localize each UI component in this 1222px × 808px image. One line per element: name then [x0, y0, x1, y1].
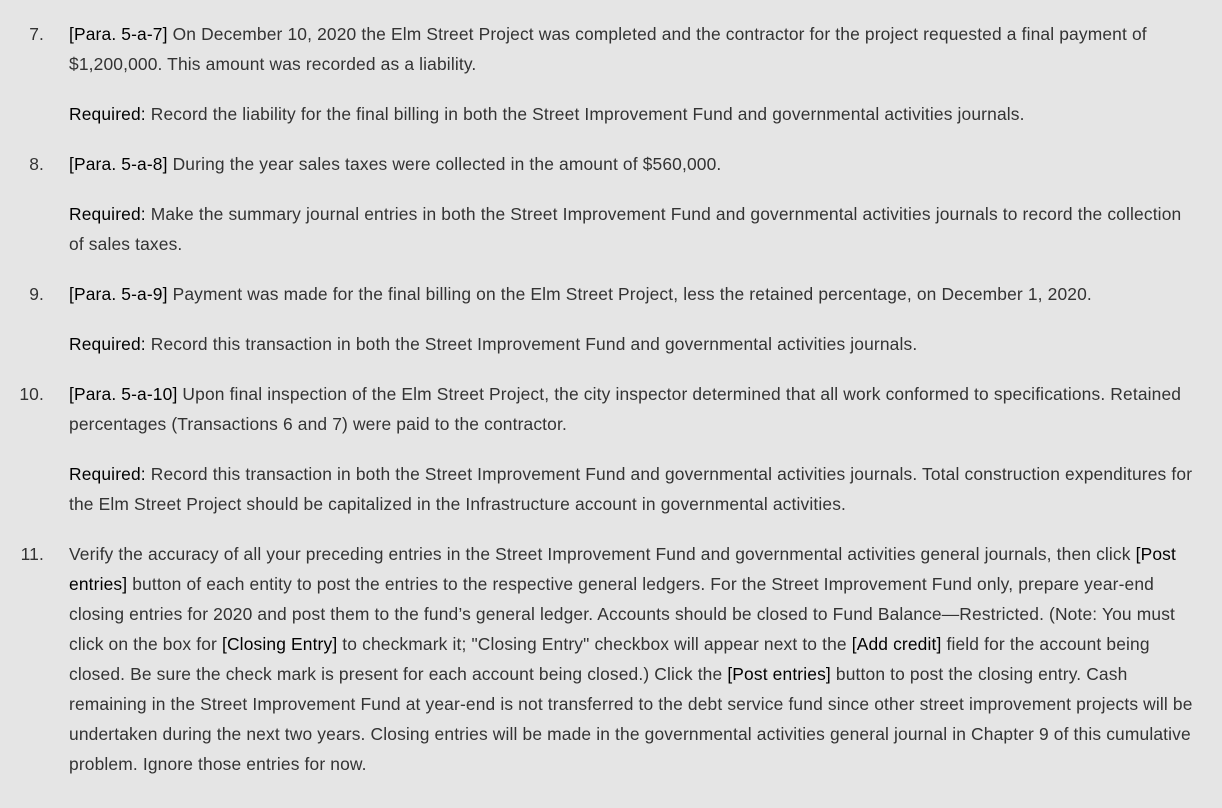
list-item-10 [0, 379, 1222, 519]
required-label: Required: [69, 104, 146, 124]
item-statement [69, 379, 1200, 439]
item-number: 9. [29, 284, 44, 304]
item-number: 7. [29, 24, 44, 44]
item-number: 11. [20, 544, 44, 564]
required-text: Make the summary journal entries in both the Street Improvement Fund and governmental activities journals to record the collection of sales taxes. [69, 204, 1182, 254]
para-reference: [Para. 5-a-7] [69, 24, 168, 44]
item-text: button of each entity to post the entries to the respective general ledgers. For the Street Improvement Fund only, prepare year-end closing entries for 2020 and post them to the fund’s general ledger. Accounts should be closed to Fund Balance—Restricted. (Note: You must click on the box for [69, 574, 1176, 654]
required-statement [69, 329, 1200, 359]
item-number: 10. [19, 384, 44, 404]
list-item-7 [0, 19, 1222, 129]
list-item-9 [0, 279, 1222, 359]
item-number: 8. [29, 154, 44, 174]
required-text: Record this transaction in both the Street Improvement Fund and governmental activities journals. Total construction expenditures for the Elm Street Project should be capitalized in the Infrastructure account in governmental activities. [69, 464, 1193, 514]
para-reference: [Para. 5-a-10] [69, 384, 178, 404]
item-text: button to post the closing entry. Cash remaining in the Street Improvement Fund at year-end is not transferred to the debt service fund since other street improvement projects will be undertaken during the next two years. Closing entries will be made in the governmental activities general journal in Chapter 9 of this cumulative problem. Ignore those entries for now. [69, 664, 1193, 774]
item-text: During the year sales taxes were collected in the amount of $560,000. [167, 154, 722, 174]
required-statement [69, 99, 1200, 129]
required-label: Required: [69, 464, 146, 484]
post-entries-reference: [Post entries] [727, 664, 831, 684]
item-text: Verify the accuracy of all your preceding entries in the Street Improvement Fund and governmental activities general journals, then click [69, 544, 1136, 564]
required-text: Record the liability for the final billing in both the Street Improvement Fund and governmental activities journals. [145, 104, 1025, 124]
closing-entry-reference: [Closing Entry] [221, 634, 338, 654]
required-statement [69, 459, 1200, 519]
required-statement [69, 199, 1200, 259]
required-text: Record this transaction in both the Street Improvement Fund and governmental activities journals. [145, 334, 918, 354]
item-statement [69, 279, 1200, 309]
required-label: Required: [69, 204, 146, 224]
item-text: to checkmark it; "Closing Entry" checkbox will appear next to the [337, 634, 852, 654]
item-text: field for the account being closed. Be sure the check mark is present for each account being closed.) Click the [69, 634, 1150, 684]
required-label: Required: [69, 334, 146, 354]
add-credit-reference: [Add credit] [851, 634, 942, 654]
post-entries-reference: [Post entries] [69, 544, 1176, 594]
para-reference: [Para. 5-a-9] [69, 284, 168, 304]
item-statement [69, 149, 1200, 179]
para-reference: [Para. 5-a-8] [69, 154, 168, 174]
item-statement [69, 539, 1200, 779]
list-item-11 [0, 539, 1222, 779]
item-text: On December 10, 2020 the Elm Street Project was completed and the contractor for the project requested a final payment of $1,200,000. This amount was recorded as a liability. [69, 24, 1147, 74]
item-statement [69, 19, 1200, 79]
item-text: Upon final inspection of the Elm Street Project, the city inspector determined that all work conformed to specifications. Retained percentages (Transactions 6 and 7) were paid to the contractor. [69, 384, 1182, 434]
item-text: Payment was made for the final billing on the Elm Street Project, less the retained percentage, on December 1, 2020. [167, 284, 1092, 304]
list-item-8 [0, 149, 1222, 259]
